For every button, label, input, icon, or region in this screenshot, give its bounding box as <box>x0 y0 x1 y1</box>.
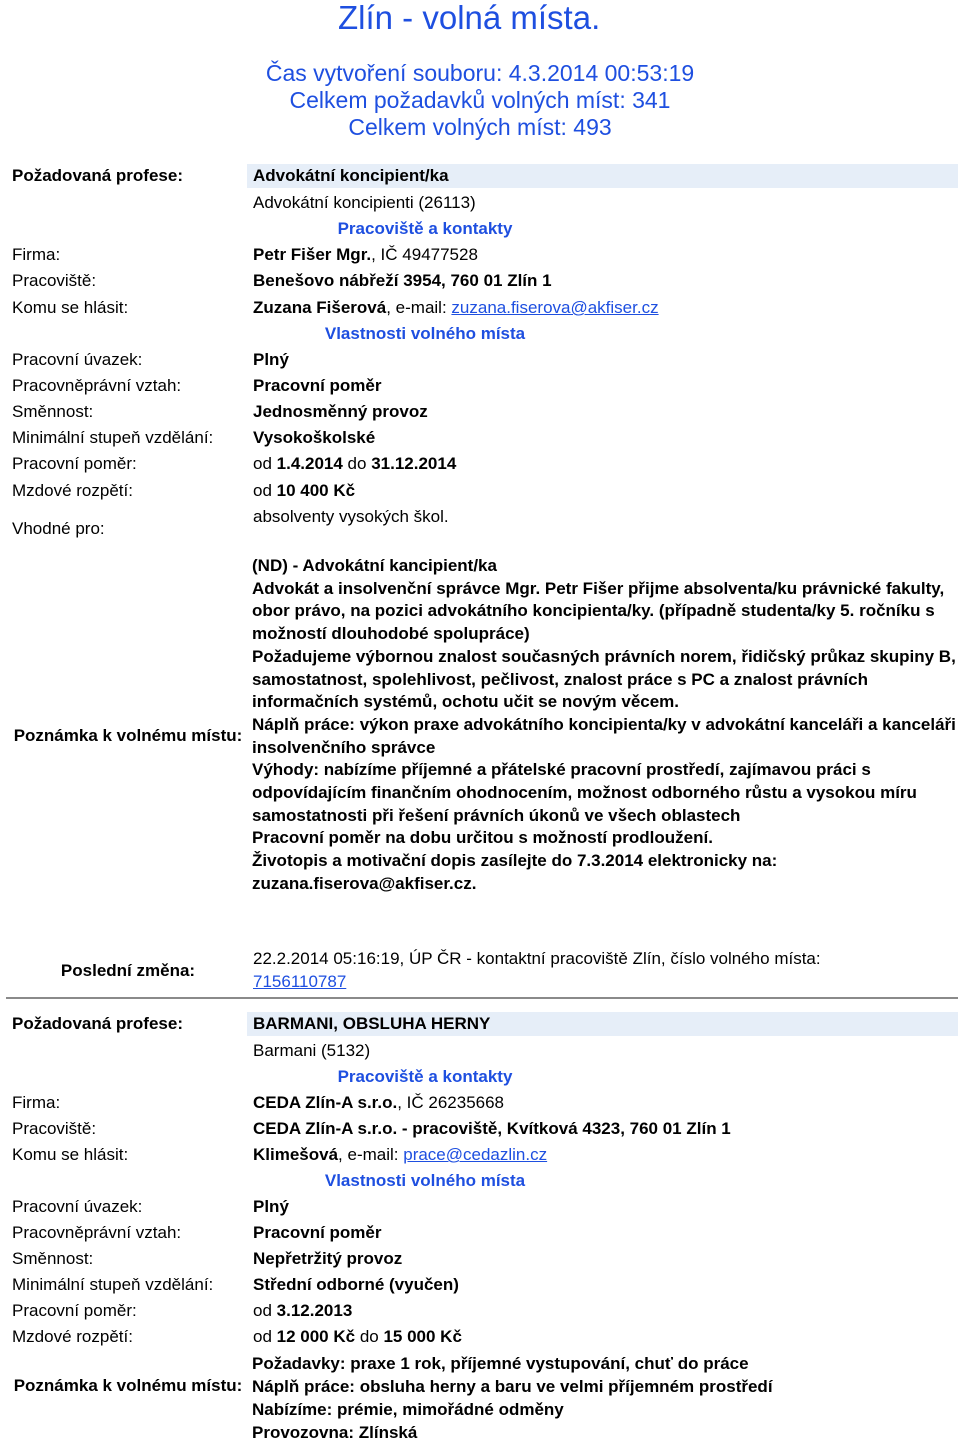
contact-name: Klimešová <box>253 1145 339 1164</box>
note-line: Výhody: nabízíme příjemné a přátelské pracovní prostředí, zajímavou práci s odpovídajícím finančním ohodnocením, možnost odborného růstu a vysokou míru samostatnosti při řešení právních úkonů ve všech oblastech <box>252 760 917 825</box>
salary-value <box>253 480 355 502</box>
salary-prefix: od <box>253 481 277 500</box>
note-line: Provozovna: Zlínská <box>252 1423 418 1442</box>
total-positions: Celkem volných míst: 493 <box>348 114 612 140</box>
workplace-value: CEDA Zlín-A s.r.o. - pracoviště, Kvítková 4323, 760 01 Zlín 1 <box>253 1119 731 1138</box>
shifts-label: Směnnost: <box>12 1249 94 1268</box>
employment-from: 1.4.2014 <box>276 454 343 473</box>
last-change-text: 22.2.2014 05:16:19, ÚP ČR - kontaktní pracoviště Zlín, číslo volného místa: <box>253 949 821 968</box>
education-value: Vysokoškolské <box>253 428 376 447</box>
contact-email-prefix: , e-mail: <box>338 1145 404 1164</box>
workload-label: Pracovní úvazek: <box>12 350 143 369</box>
employment-value <box>253 1300 352 1322</box>
salary-mid: do <box>355 1327 384 1346</box>
firm-name: Petr Fišer Mgr. <box>253 245 372 264</box>
workplace-section-heading: Pracoviště a kontakty <box>337 1067 513 1086</box>
total-requests: Celkem požadavků volných míst: 341 <box>289 87 671 113</box>
salary-from: 12 000 Kč <box>276 1327 356 1346</box>
relation-label: Pracovněprávní vztah: <box>12 376 182 395</box>
contact-label: Komu se hlásit: <box>12 298 129 317</box>
salary-to: 15 000 Kč <box>383 1327 462 1346</box>
properties-section-heading: Vlastnosti volného místa <box>324 324 526 343</box>
note-line: Náplň práce: výkon praxe advokátního koncipienta/ky v advokátní kanceláři a kanceláři insolvenčního správce <box>252 714 956 757</box>
firm-value <box>253 1092 504 1114</box>
relation-label: Pracovněprávní vztah: <box>12 1223 182 1242</box>
contact-email-link[interactable]: zuzana.fiserova@akfiser.cz <box>451 298 659 317</box>
note-label: Poznámka k volnému místu: <box>13 726 243 745</box>
profession-label: Požadovaná profese: <box>12 166 183 185</box>
workplace-value: Benešovo nábřeží 3954, 760 01 Zlín 1 <box>253 271 552 290</box>
profession-code: Advokátní koncipienti (26113) <box>253 193 476 212</box>
listing-separator <box>6 997 958 999</box>
note-line: Nabízíme: prémie, mimořádné odměny <box>252 1400 564 1419</box>
employment-from-prefix: od <box>253 1301 277 1320</box>
note-label: Poznámka k volnému místu: <box>13 1376 243 1395</box>
salary-prefix: od <box>253 1327 277 1346</box>
shifts-value: Jednosměnný provoz <box>253 402 428 421</box>
profession-code: Barmani (5132) <box>253 1041 371 1060</box>
education-label: Minimální stupeň vzdělání: <box>12 1275 214 1294</box>
vacancy-number-link[interactable]: 7156110787 <box>253 972 347 991</box>
workload-value: Plný <box>253 350 289 369</box>
employment-from-prefix: od <box>253 454 277 473</box>
profession-value: Advokátní koncipient/ka <box>253 166 449 185</box>
workplace-label: Pracoviště: <box>12 1119 97 1138</box>
contact-value <box>253 1144 547 1166</box>
note-line: Požadavky: praxe 1 rok, příjemné vystupování, chuť do práce <box>252 1354 749 1373</box>
relation-value: Pracovní poměr <box>253 376 382 395</box>
education-value: Střední odborné (vyučen) <box>253 1275 459 1294</box>
profession-value: BARMANI, OBSLUHA HERNY <box>253 1014 491 1033</box>
education-label: Minimální stupeň vzdělání: <box>12 428 214 447</box>
note-line: Životopis a motivační dopis zasílejte do 7.3.2014 elektronicky na: zuzana.fiserova@akfiser.cz. <box>252 851 778 893</box>
salary-amount: 10 400 Kč <box>276 481 356 500</box>
employment-to-prefix: do <box>342 454 372 473</box>
page-title: Zlín - volná místa. <box>338 0 601 36</box>
firm-label: Firma: <box>12 245 61 264</box>
salary-label: Mzdové rozpětí: <box>12 481 133 500</box>
employment-from: 3.12.2013 <box>276 1301 353 1320</box>
employment-label: Pracovní poměr: <box>12 454 137 473</box>
note-line: Požadujeme výbornou znalost současných právních norem, řidičský průkaz skupiny B, samostatnost, spolehlivost, pečlivost, znalost práce s PC a znalost právních informačních systémů, ochotu učit se novým věcem. <box>252 646 956 712</box>
last-change-label: Poslední změna: <box>60 961 196 980</box>
employment-value <box>253 453 456 475</box>
firm-label: Firma: <box>12 1093 61 1112</box>
contact-label: Komu se hlásit: <box>12 1145 129 1164</box>
file-created-time: Čas vytvoření souboru: 4.3.2014 00:53:19 <box>265 60 695 86</box>
suitable-value: absolventy vysokých škol. <box>253 507 449 526</box>
note-line: Advokát a insolvenční správce Mgr. Petr Fišer přijme absolventa/ku právnické fakulty, obor právo, na pozici advokátního koncipienta/ky. (případně studenta/ky 5. ročníku s možností dlouhodobé spolupráce) <box>252 578 945 644</box>
contact-email-prefix: , e-mail: <box>386 298 452 317</box>
firm-name: CEDA Zlín-A s.r.o. <box>253 1093 398 1112</box>
suitable-label: Vhodné pro: <box>12 519 105 538</box>
salary-label: Mzdové rozpětí: <box>12 1327 133 1346</box>
note-line: Pracovní poměr na dobu určitou s možností prodloužení. <box>252 828 713 848</box>
workload-label: Pracovní úvazek: <box>12 1197 143 1216</box>
workplace-section-heading: Pracoviště a kontakty <box>337 219 513 238</box>
firm-value <box>253 244 478 266</box>
contact-email-link[interactable]: prace@cedazlin.cz <box>403 1145 548 1164</box>
firm-ic: , IČ 26235668 <box>397 1093 505 1112</box>
workload-value: Plný <box>253 1197 289 1216</box>
employment-to: 31.12.2014 <box>371 454 457 473</box>
note-line: (ND) - Advokátní kancipient/ka <box>252 556 497 575</box>
workplace-label: Pracoviště: <box>12 271 97 290</box>
note-text <box>252 555 957 896</box>
shifts-value: Nepřetržitý provoz <box>253 1249 403 1268</box>
shifts-label: Směnnost: <box>12 402 94 421</box>
relation-value: Pracovní poměr <box>253 1223 382 1242</box>
contact-name: Zuzana Fišerová <box>253 298 387 317</box>
note-line: Náplň práce: obsluha herny a baru ve velmi příjemném prostředí <box>252 1377 773 1396</box>
contact-value <box>253 297 659 319</box>
profession-label: Požadovaná profese: <box>12 1014 183 1033</box>
properties-section-heading: Vlastnosti volného místa <box>324 1171 526 1190</box>
firm-ic: , IČ 49477528 <box>371 245 478 264</box>
salary-value <box>253 1326 462 1348</box>
employment-label: Pracovní poměr: <box>12 1301 137 1320</box>
note-text <box>252 1352 957 1444</box>
